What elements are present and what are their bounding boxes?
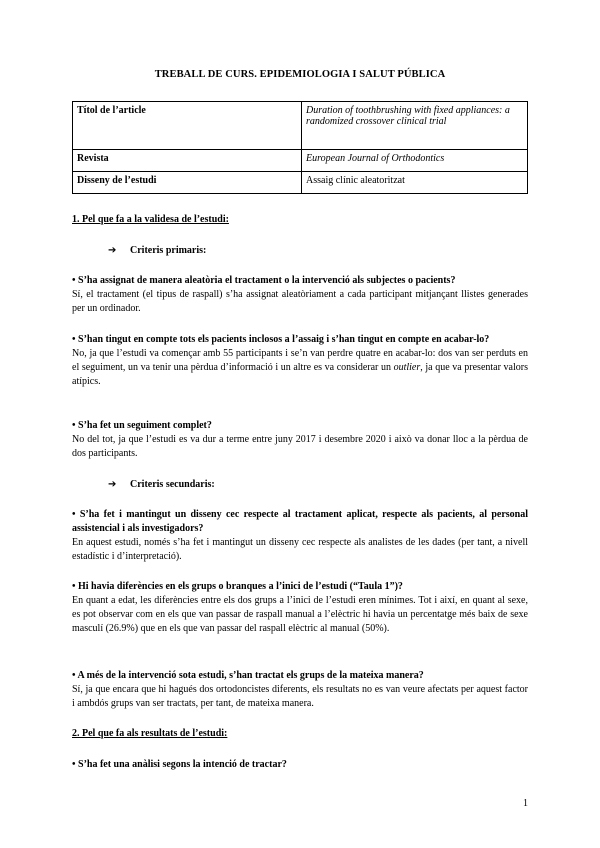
question-text: • S’ha fet un seguiment complet? (72, 420, 212, 431)
table-row (73, 102, 528, 150)
page-number: 1 (523, 798, 528, 809)
question-text: • A més de la intervenció sota estudi, s’han tractat els grups de la mateixa manera? (72, 670, 424, 681)
criteria-primary-label: Criteris primaris: (130, 245, 207, 256)
table-label: Revista (73, 150, 302, 172)
section-heading-validity: 1. Pel que fa a la validesa de l’estudi: (72, 214, 229, 225)
article-info-table (72, 101, 528, 194)
criteria-primary (108, 245, 206, 256)
arrow-icon: ➔ (108, 479, 117, 490)
table-value: Assaig clínic aleatoritzat (302, 172, 528, 194)
document-title: TREBALL DE CURS. EPIDEMIOLOGIA I SALUT PÚBLICA (154, 69, 446, 80)
question-block (72, 333, 528, 389)
answer-text-part: No, ja que l’estudi va començar amb 55 participants i se’n van perdre quatre en acabar-lo: dos van ser perduts en el seguiment, un va tenir una pèrdua d’informació i un altre es va considerar un (72, 348, 528, 373)
answer-text-part: , ja que va presentar valors atípics. (72, 362, 528, 387)
table-row (73, 150, 528, 172)
criteria-secondary-label: Criteris secundaris: (130, 479, 215, 490)
section-heading-results: 2. Pel que fa als resultats de l’estudi: (72, 728, 228, 739)
question-text: • S’ha assignat de manera aleatòria el tractament o la intervenció als subjectes o pacients? (72, 275, 456, 286)
answer-emphasis: outlier (393, 362, 421, 373)
answer-text: En aquest estudi, només s’ha fet i mantingut un disseny cec respecte als analistes de les dades (per tant, a nivell estadístic i d’interpretació). (72, 537, 528, 562)
table-value: Duration of toothbrushing with fixed appliances: a randomized crossover clinical trial (302, 102, 528, 150)
table-label: Títol de l’article (73, 102, 302, 150)
arrow-icon: ➔ (108, 245, 117, 256)
answer-text: Sí, ja que encara que hi hagués dos ortodoncistes diferents, els resultats no es van veure afectats per aquest factor i ambdós grups van ser tractats, per tant, de mateixa manera. (72, 684, 528, 709)
question-block (72, 274, 528, 316)
table-value: European Journal of Orthodontics (302, 150, 528, 172)
answer-text: En quant a edat, les diferències entre els dos grups a l’inici de l’estudi eren mínimes. Tot i així, en quant al sexe, es pot observar com en els que van passar de raspall manual a l’elèctric hi havia un percentatge més baix de sexe masculí (26.9%) que en els que van passar del raspall elèctric al manual (50%). (72, 595, 528, 634)
answer-text (72, 347, 528, 389)
question-text: • S’han tingut en compte tots els pacients inclosos a l’assaig i s’han tingut en compte en acabar-lo? (72, 334, 490, 345)
table-row (73, 172, 528, 194)
question-text: • S’ha fet i mantingut un disseny cec respecte al tractament aplicat, respecte als pacients, al personal assistencial i als investigadors? (72, 509, 528, 534)
answer-text: Sí, el tractament (el tipus de raspall) s’ha assignat aleatòriament a cada participant mitjançant llistes generades per un ordinador. (72, 289, 528, 314)
question-block (72, 669, 528, 711)
question-block (72, 580, 528, 636)
question-text: • S’ha fet una anàlisi segons la intenció de tractar? (72, 759, 287, 770)
table-label: Disseny de l’estudi (73, 172, 302, 194)
question-block (72, 419, 528, 461)
question-block (72, 758, 528, 772)
criteria-secondary (108, 479, 215, 490)
question-text: • Hi havia diferències en els grups o branques a l’inici de l’estudi (“Taula 1”)? (72, 581, 403, 592)
answer-text: No del tot, ja que l’estudi es va dur a terme entre juny 2017 i desembre 2020 i això va donar lloc a la pèrdua de dos participants. (72, 434, 528, 459)
question-block (72, 508, 528, 564)
